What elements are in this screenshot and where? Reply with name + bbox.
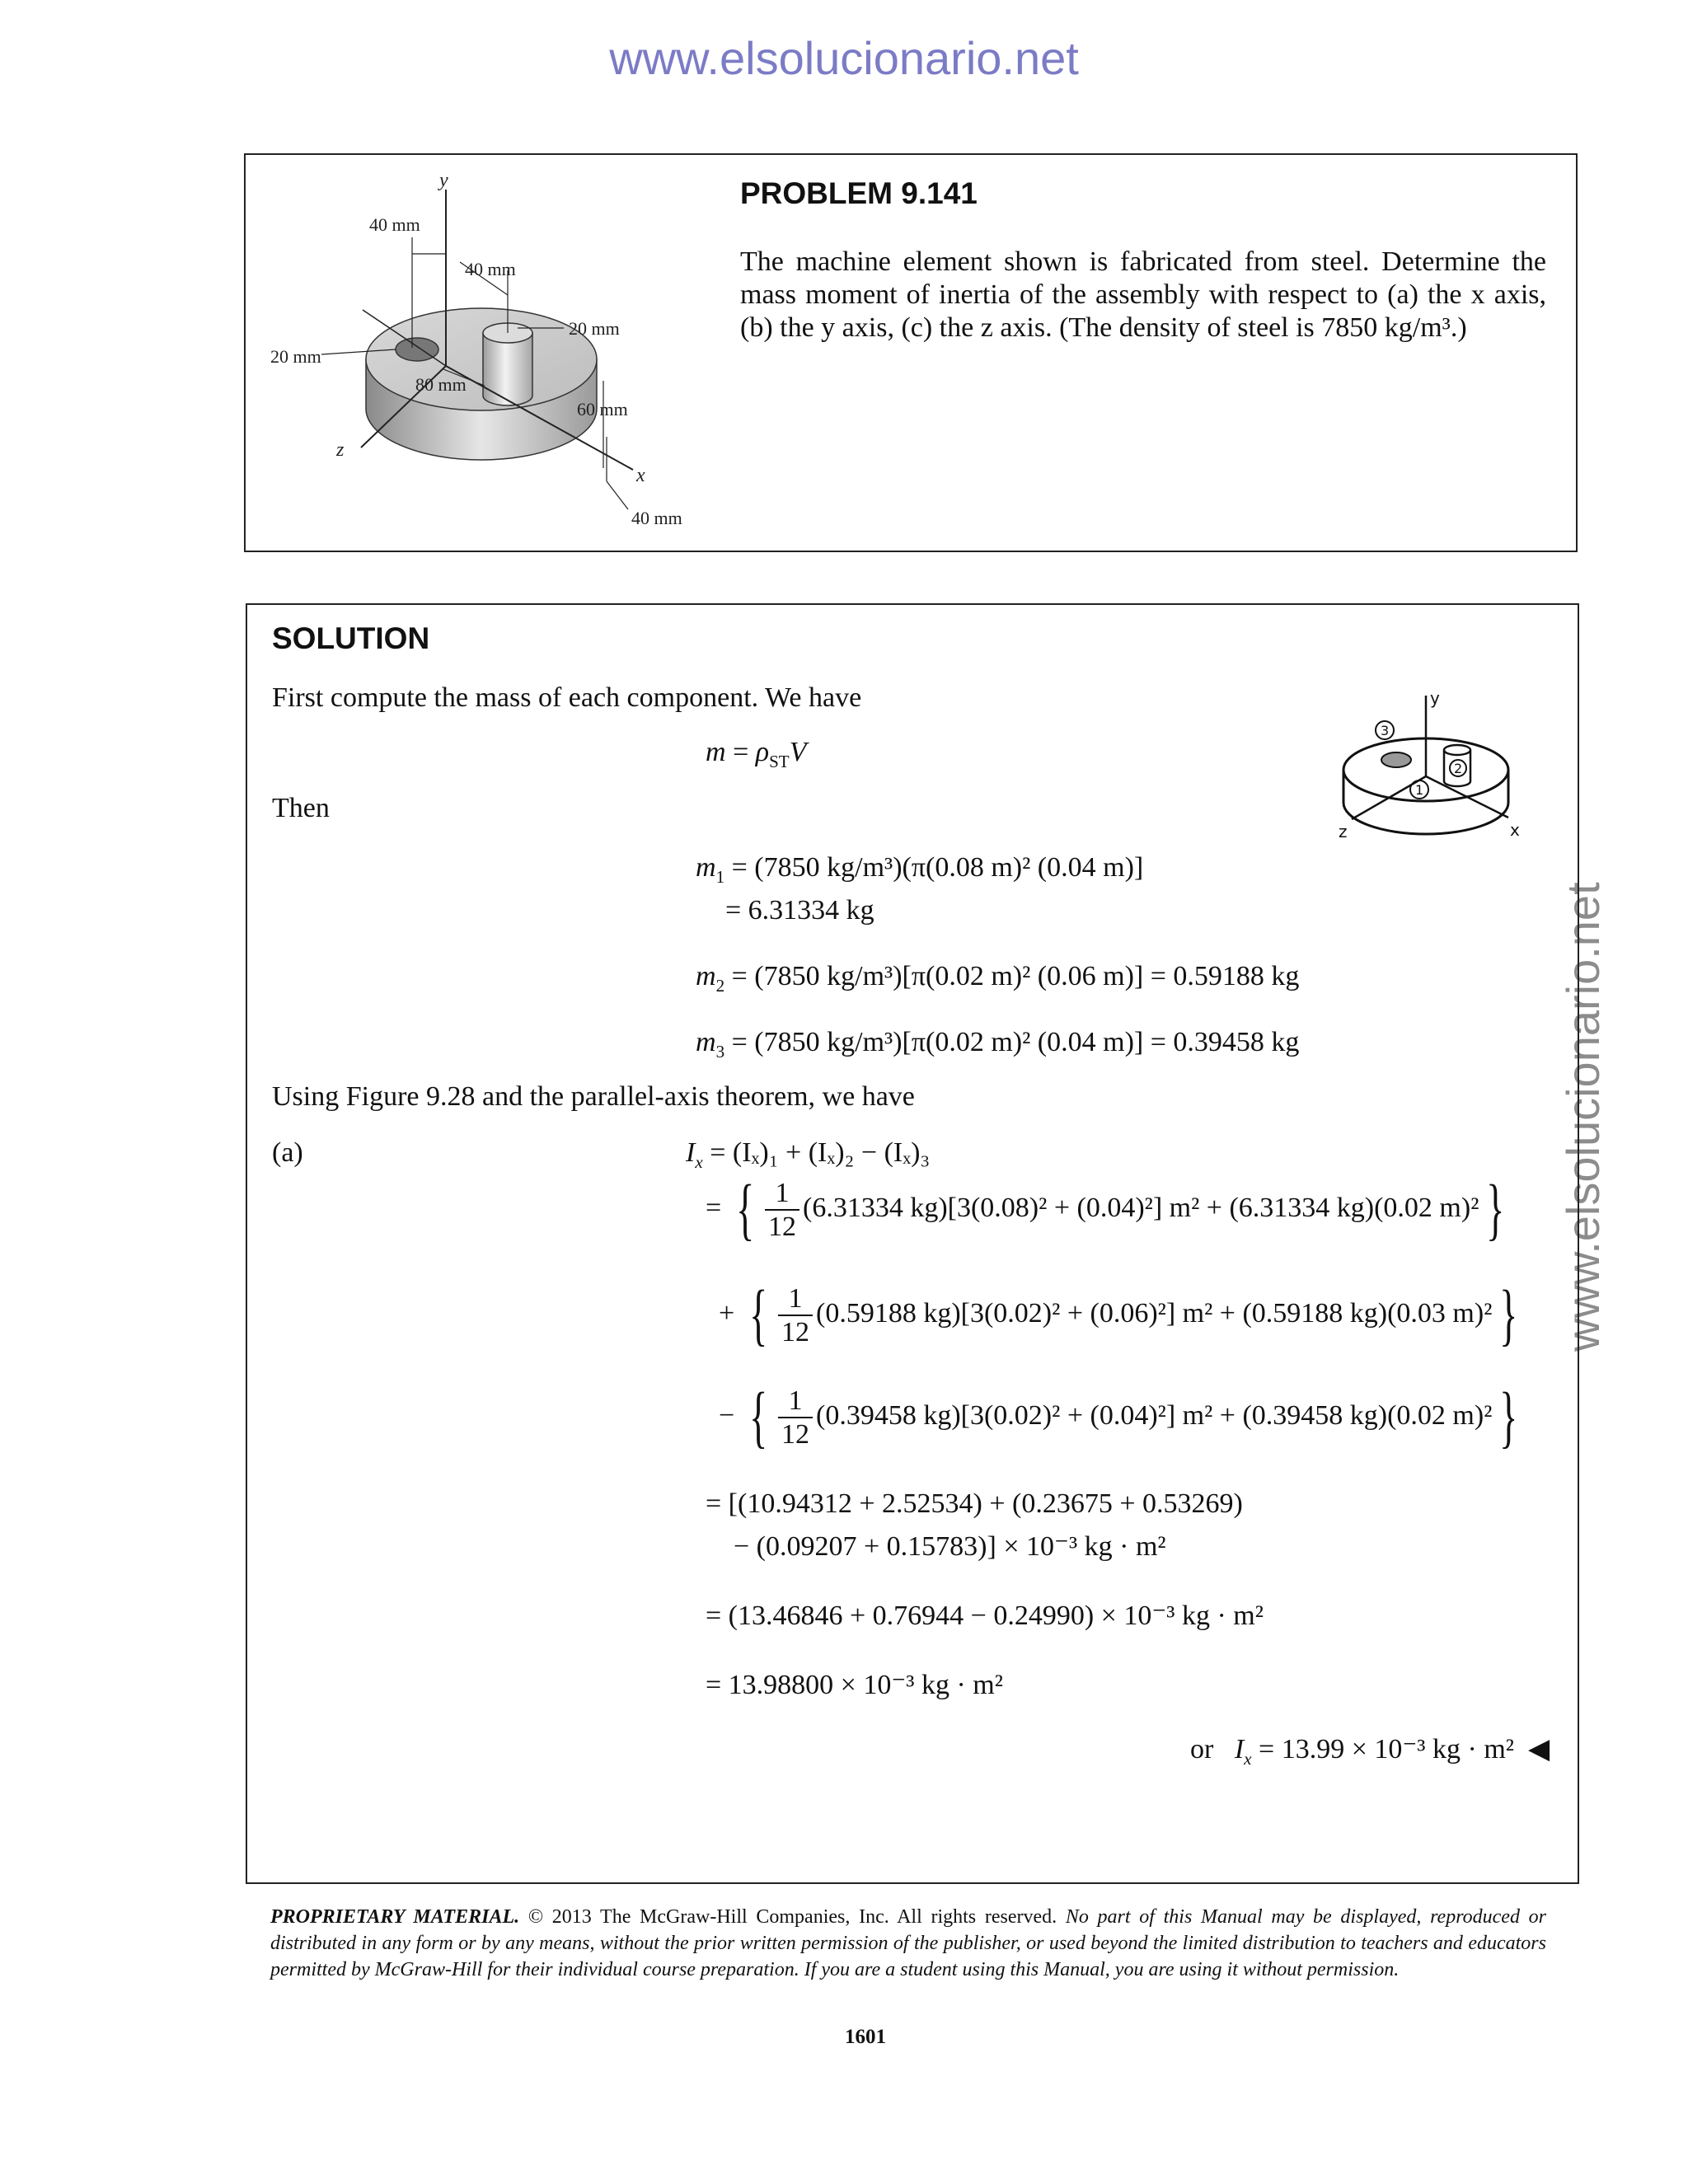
ix-term-2: + { $\frac{1}{12}$ (0.59188 kg)[3(0.02)² + (0.06)²] m² + (0.59188 kg)(0.03 m)² } (719, 1277, 1518, 1353)
step-1-line-1: = [(10.94312 + 2.52534) + (0.23675 + 0.53269) (706, 1488, 1243, 1519)
sketch-label-1: 1 (1415, 782, 1424, 798)
dim-40mm-mid: 40 mm (465, 259, 516, 279)
m3-equation: $m_3 = (7850$ kg/m³)[π(0.02 m)² (0.04 m)] = 0.39458 kg (696, 1027, 1300, 1062)
final-answer: or $I_x = 13.99 \times 10^{-3}$ kg · m² ◀ (1190, 1734, 1550, 1769)
component-sketch (1327, 679, 1533, 844)
m1-result: = 6.31334 kg (725, 895, 874, 926)
ix-term-3: − { $\frac{1}{12}$ (0.39458 kg)[3(0.02)² + (0.04)²] m² + (0.39458 kg)(0.02 m)² } (719, 1379, 1518, 1455)
solution-title: SOLUTION (272, 621, 430, 655)
sketch-x-label: x (1510, 820, 1520, 840)
step-3: = 13.98800 × 10⁻³ kg · m² (706, 1670, 1003, 1700)
watermark-side: www.elsolucionario.net (1557, 882, 1609, 1352)
page-number: 1601 (845, 2026, 886, 2048)
m1-equation: $m_1 = (7850$ kg/m³)(π(0.08 m)² (0.04 m)] (696, 852, 1144, 887)
problem-box (244, 153, 1578, 552)
sketch-y-label: y (1430, 688, 1440, 708)
dim-40mm-bottom: 40 mm (631, 508, 682, 528)
part-a-label: (a) (272, 1137, 303, 1168)
footer-notice: PROPRIETARY MATERIAL. © 2013 The McGraw-Hill Companies, Inc. All rights reserved. No part of this Manual may be displayed, reproduced or distributed in any form or by any means, without the prior written permission of the publisher, or used beyond the limited distribution to teachers and educators permitted by McGraw-Hill for their individual course preparation. If you are a student using this Manual, you are using it without permission. (270, 1906, 1546, 1980)
then-text: Then (272, 793, 330, 823)
step-1-line-2: − (0.09207 + 0.15783)] × 10⁻³ kg · m² (734, 1531, 1166, 1562)
dim-60mm: 60 mm (577, 399, 628, 419)
sketch-label-3: 3 (1381, 723, 1390, 738)
figure-z-axis-label: z (336, 439, 345, 461)
mass-formula: $m = \rho_{ST}V$ (706, 737, 807, 771)
figure-x-axis-label: x (636, 465, 645, 486)
step-2: = (13.46846 + 0.76944 − 0.24990) × 10⁻³ kg · m² (706, 1601, 1264, 1631)
sketch-label-2: 2 (1454, 761, 1463, 776)
problem-statement: The machine element shown is fabricated from steel. Determine the mass moment of inertia of the assembly with respect to (a) the x axis, (b) the y axis, (c) the z axis. (The density of steel is 7850 kg/m³.) (740, 246, 1546, 343)
dim-80mm: 80 mm (415, 374, 467, 395)
watermark-top: www.elsolucionario.net (609, 32, 1079, 84)
using-text: Using Figure 9.28 and the parallel-axis theorem, we have (272, 1081, 915, 1112)
problem-title: PROBLEM 9.141 (740, 176, 978, 210)
sketch-z-label: z (1339, 822, 1348, 841)
ix-term-1: = { $\frac{1}{12}$ (6.31334 kg)[3(0.08)² + (0.04)²] m² + (6.31334 kg)(0.02 m)² } (706, 1171, 1505, 1248)
m2-equation: $m_2 = (7850$ kg/m³)[π(0.02 m)² (0.06 m)] = 0.59188 kg (696, 961, 1300, 996)
dim-20mm-right: 20 mm (569, 318, 620, 339)
dim-40mm-top: 40 mm (369, 214, 420, 235)
solution-box (246, 603, 1579, 1884)
dim-20mm-left: 20 mm (270, 346, 321, 367)
figure-y-axis-label: y (439, 171, 448, 191)
machine-element-figure (270, 171, 732, 534)
solution-intro: First compute the mass of each component. We have (272, 682, 862, 713)
ix-definition: $I_x = (I_x)_1 + (I_x)_2 - (I_x)_3$ (686, 1137, 931, 1172)
answer-marker-icon: ◀ (1527, 1734, 1550, 1765)
